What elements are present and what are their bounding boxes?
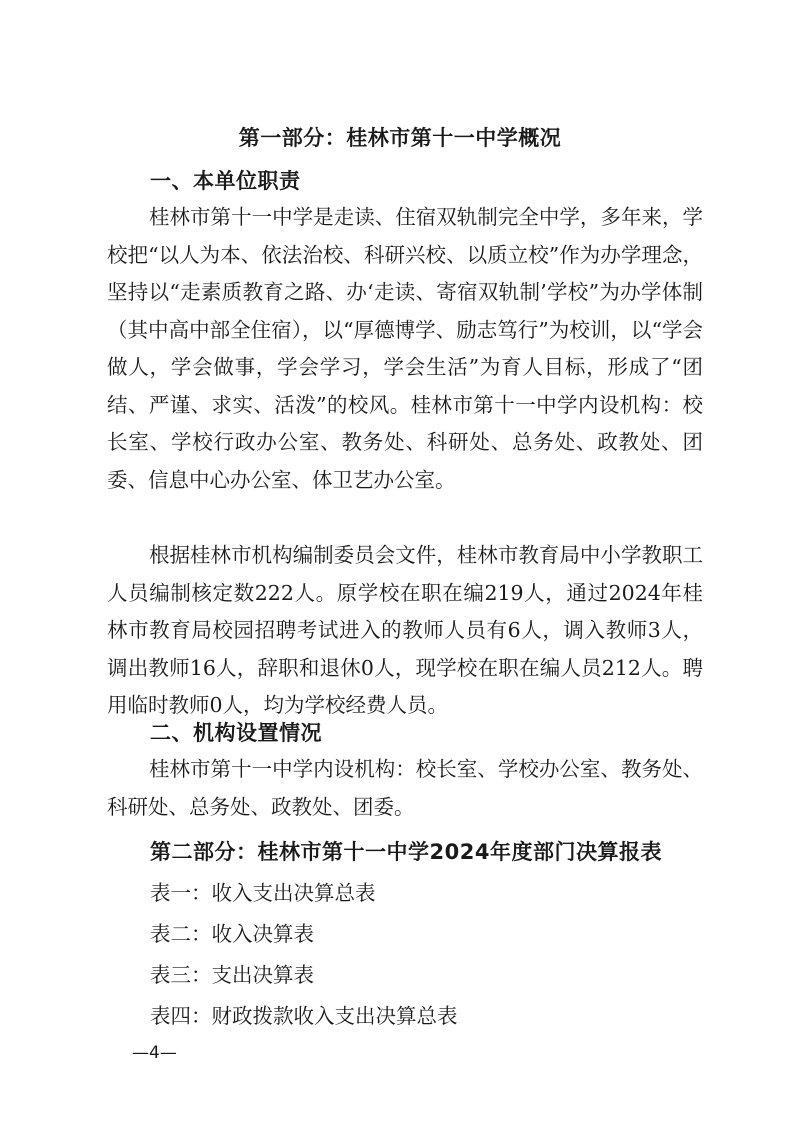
section2-heading: 二、机构设置情况 [150,721,322,745]
table-list-item-1: 表一：收入支出决算总表 [150,881,376,905]
section1-heading: 一、本单位职责 [150,169,301,193]
part2-title: 第二部分：桂林市第十一中学2024年度部门决算报表 [150,840,662,864]
page-number: —4— [132,1043,177,1063]
section1-paragraph-duties: 桂林市第十一中学是走读、住宿双轨制完全中学，多年来，学校把“以人为本、依法治校、科研兴校、以质立校”作为办学理念，坚持以“走素质教育之路、办‘走读、寄宿双轨制’学校”为办学体制（其中高中部全住宿），以“厚德博学、励志笃行”为校训，以“学会做人，学会做事，学会学习，学会生活”为育人目标，形成了“团结、严谨、求实、活泼”的校风。桂林市第十一中学内设机构：校长室、学校行政办公室、教务处、科研处、总务处、政教处、团委、信息中心办公室、体卫艺办公室。 [107,205,703,492]
part1-title: 第一部分：桂林市第十一中学概况 [238,126,562,150]
table-list-item-3: 表三：支出决算表 [150,963,314,987]
section2-paragraph: 桂林市第十一中学内设机构：校长室、学校办公室、教务处、科研处、总务处、政教处、团委。 [107,757,703,819]
table-list-item-4: 表四：财政拨款收入支出决算总表 [150,1004,458,1028]
table-list-item-2: 表二：收入决算表 [150,922,314,946]
section1-paragraph-staffing: 根据桂林市机构编制委员会文件，桂林市教育局中小学教职工人员编制核定数222人。原学校在职在编219人，通过2024年桂林市教育局校园招聘考试进入的教师人员有6人，调入教师3人，调出教师16人，辞职和退休0人，现学校在职在编人员212人。聘用临时教师0人，均为学校经费人员。 [107,543,703,717]
